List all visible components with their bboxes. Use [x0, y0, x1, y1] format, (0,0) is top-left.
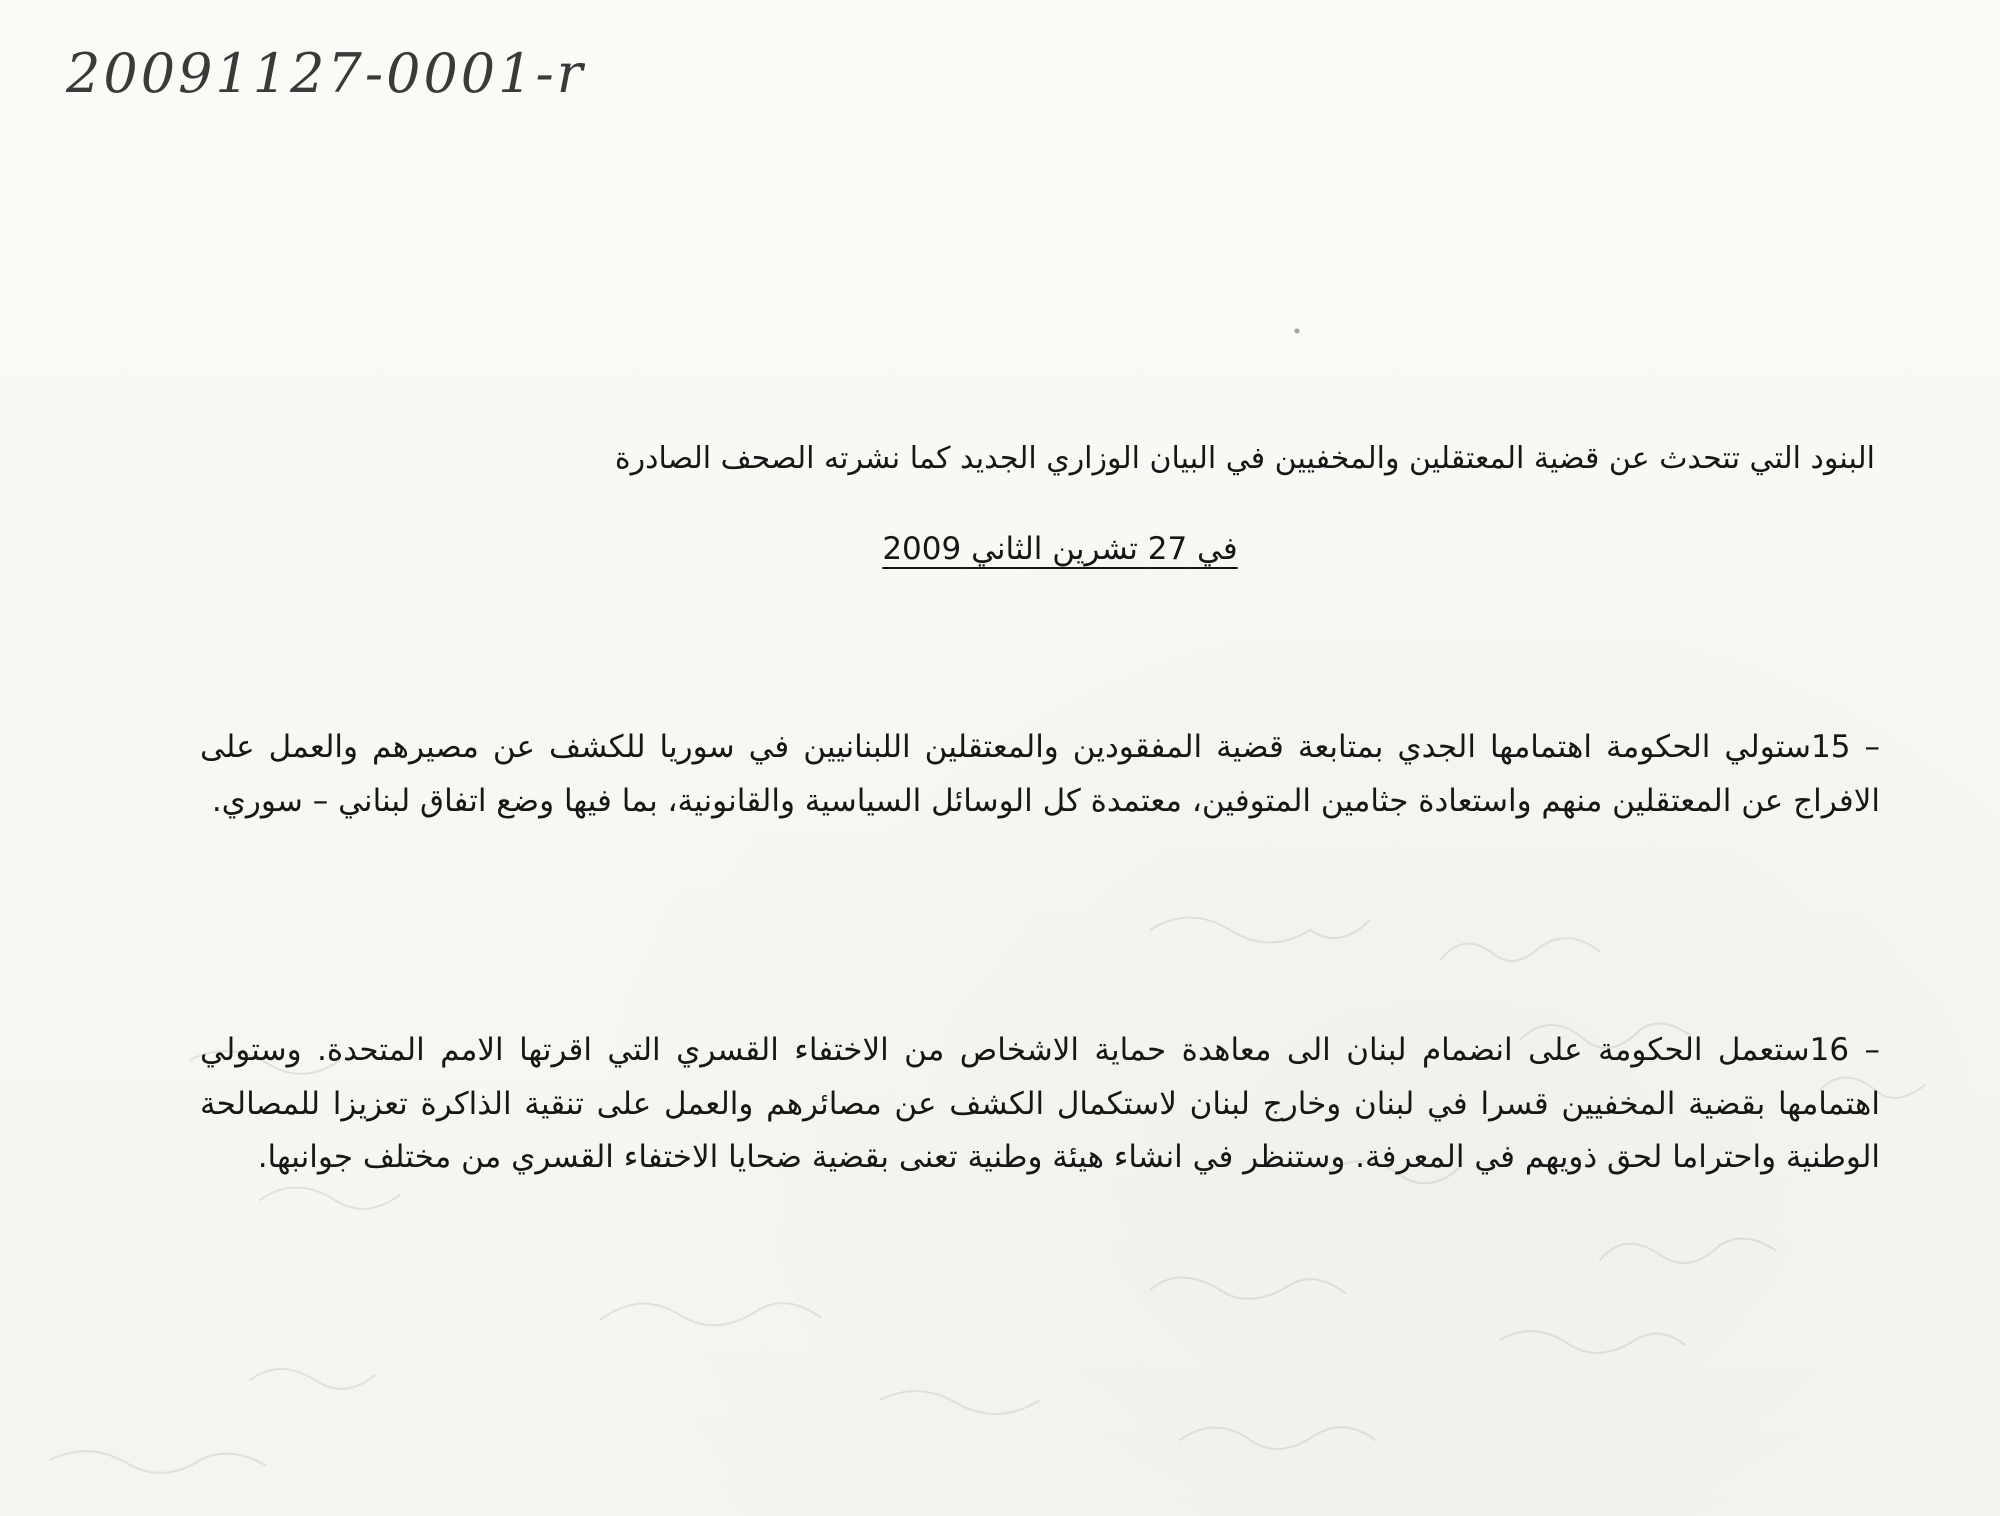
heading-date-text: في 27 تشرين الثاني 2009 [882, 531, 1238, 567]
clause-16: – 16ستعمل الحكومة على انضمام لبنان الى معاهدة حماية الاشخاص من الاختفاء القسري التي اقرتها الامم المتحدة. وستولي اهتمامها بقضية المخفيين قسرا في لبنان وخارج لبنان لاستكمال الكشف عن مصائرهم والعمل على تنقية الذاكرة تعزيزا للمصالحة الوطنية واحتراما لحق ذويهم في المعرفة. وستنظر في انشاء هيئة وطنية تعنى بقضية ضحايا الاختفاء القسري من مختلف جوانبها. [200, 1032, 1880, 1175]
document-heading: البنود التي تتحدث عن قضية المعتقلين والمخفيين في البيان الوزاري الجديد كما نشرته الصحف الصادرة [614, 441, 1875, 476]
handwritten-reference-text: 20091127-0001-r [66, 42, 586, 105]
handwritten-reference-number [62, 30, 682, 120]
clause-15: – 15ستولي الحكومة اهتمامها الجدي بمتابعة قضية المفقودين والمعتقلين اللبنانيين في سوريا للكشف عن مصيرهم والعمل على الافراج عن المعتقلين منهم واستعادة جثامين المتوفين، معتمدة كل الوسائل السياسية والقانونية، بما فيها وضع اتفاق لبناني – سوري. [200, 729, 1880, 819]
document-heading-date [830, 525, 1290, 573]
